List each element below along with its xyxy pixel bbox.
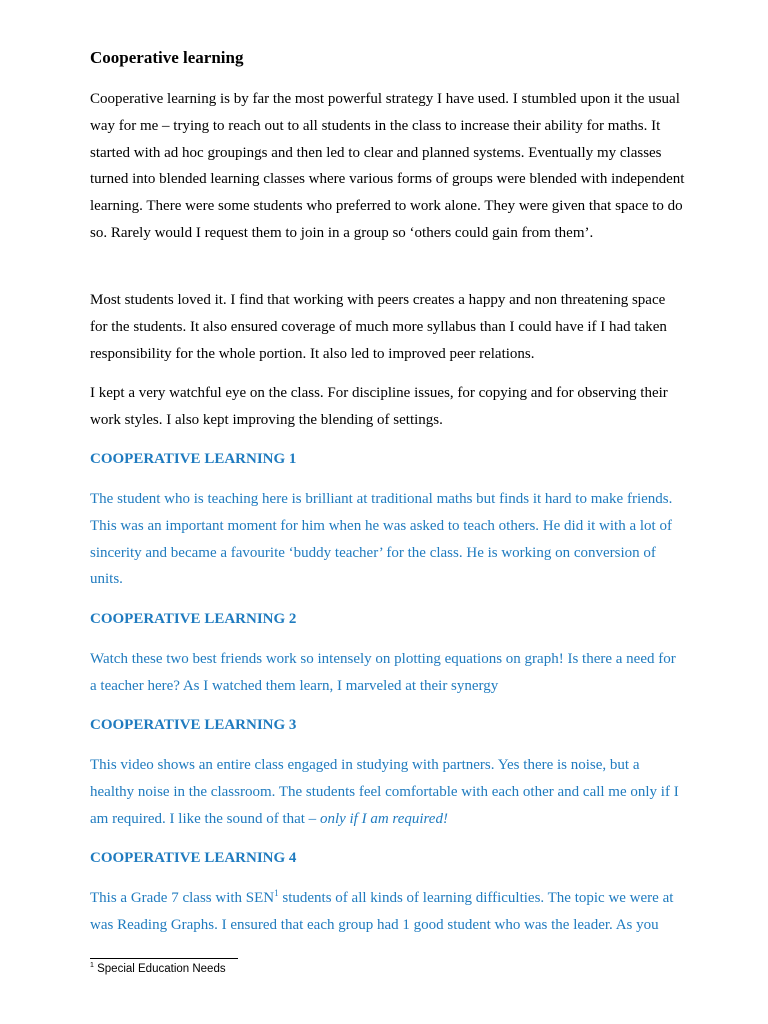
- section-3-emphasis: only if I am required!: [319, 810, 448, 827]
- section-2-heading: COOPERATIVE LEARNING 2: [90, 611, 297, 627]
- section-1-text: The student who is teaching here is brilliant at traditional maths but finds it hard to make friends. This was an important moment for him when he was asked to teach others. He did it with a lot of sincerity and became a favourite ‘buddy teacher’ for the class. He is working on conversion of units.: [90, 491, 673, 588]
- intro-paragraph: Cooperative learning is by far the most powerful strategy I have used. I stumbled upon it the usual way for me – trying to reach out to all students in the class to increase their ability for maths. It started with ad hoc groupings and then led to clear and planned systems. Eventually my classes turned into blended learning classes where various forms of groups were blended with independent learning. There were some students who preferred to work alone. They were given that space to do so. Rarely would I request them to join in a group so ‘others could gain from them’.: [90, 91, 685, 241]
- section-2-text: Watch these two best friends work so intensely on plotting equations on graph! Is there a need for a teacher here? As I watched them learn, I marveled at their synergy: [90, 651, 676, 694]
- section-4-text-after: students of all kinds of learning difficulties. The topic we were at was Reading Graphs. I ensured that each group had 1 good student who was the leader. As you: [90, 890, 674, 933]
- section-4-text-before: This a Grade 7 class with SEN: [90, 890, 275, 906]
- section-3-text-main: This video shows an entire class engaged in studying with partners. Yes there is noise, but a healthy noise in the classroom. The students feel comfortable with each other and call me only if I am required. I like the sound of that –: [90, 757, 679, 827]
- footnote-text: Special Education Needs: [93, 963, 226, 975]
- footnote-reference[interactable]: 1: [274, 888, 279, 898]
- section-3-text: [90, 752, 686, 832]
- students-paragraph: Most students loved it. I find that working with peers creates a happy and non threatening space for the students. It also ensured coverage of much more syllabus than I could have if I had taken responsibility for the whole portion. It also led to improved peer relations.: [90, 292, 667, 362]
- footnote-marker: 1: [90, 962, 94, 970]
- section-4-heading: COOPERATIVE LEARNING 4: [90, 850, 297, 866]
- section-3-heading: COOPERATIVE LEARNING 3: [90, 717, 297, 733]
- document-title: Cooperative learning: [90, 48, 244, 67]
- footnote: [90, 960, 226, 978]
- section-4-text: [90, 885, 686, 939]
- footnote-separator: [90, 958, 238, 959]
- section-1-heading: COOPERATIVE LEARNING 1: [90, 451, 297, 467]
- watchful-paragraph: I kept a very watchful eye on the class. For discipline issues, for copying and for observing their work styles. I also kept improving the blending of settings.: [90, 385, 668, 428]
